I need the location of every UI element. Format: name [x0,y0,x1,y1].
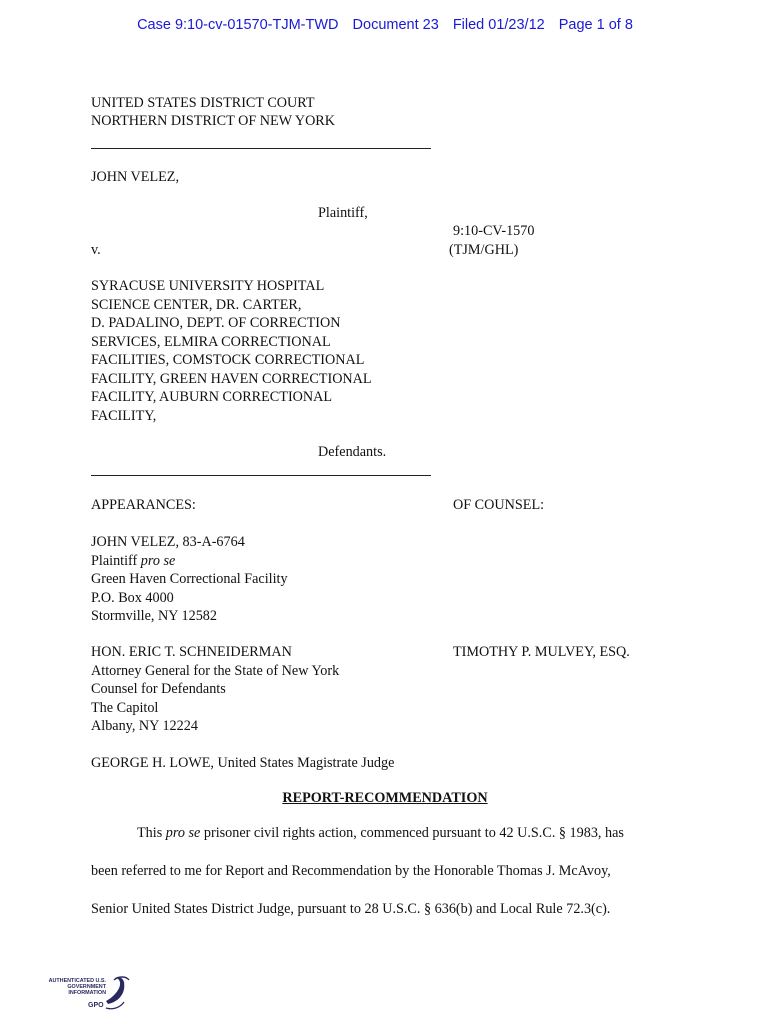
plaintiff-appearance-name: JOHN VELEZ, 83-A-6764 [91,534,245,550]
caption-divider-bottom [91,475,431,476]
magistrate-judge: GEORGE H. LOWE, United States Magistrate Judge [91,755,395,771]
defendant-line: D. PADALINO, DEPT. OF CORRECTION [91,315,341,331]
defense-address-line: The Capitol [91,699,159,716]
court-name-line1: UNITED STATES DISTRICT COURT [91,95,315,111]
defendant-line: SYRACUSE UNIVERSITY HOSPITAL [91,278,325,294]
seal-text: AUTHENTICATED U.S. GOVERNMENT INFORMATION [48,978,106,997]
body-line-2: been referred to me for Report and Recommendation by the Honorable Thomas J. McAvoy, [91,863,611,879]
caption-divider-top [91,148,431,149]
defense-appearance-name: HON. ERIC T. SCHNEIDERMAN [91,644,292,660]
plaintiff-address-line: Stormville, NY 12582 [91,608,217,624]
of-counsel-heading: OF COUNSEL: [453,497,545,513]
defendant-line: SCIENCE CENTER, DR. CARTER, [91,296,302,313]
defense-counsel: TIMOTHY P. MULVEY, ESQ. [453,644,630,660]
body-line-3: Senior United States District Judge, pursuant to 28 U.S.C. § 636(b) and Local Rule 72.3(c). [91,901,611,917]
judge-initials: (TJM/GHL) [449,242,519,258]
seal-gpo-label: GPO [88,1002,104,1009]
defendant-line: SERVICES, ELMIRA CORRECTIONAL [91,333,331,350]
appearances-heading: APPEARANCES: [91,497,196,513]
defendants-role: Defendants. [318,444,387,460]
body-line-1: This pro se prisoner civil rights action, commenced pursuant to 42 U.S.C. § 1983, has [137,825,624,841]
defendant-line: FACILITIES, COMSTOCK CORRECTIONAL [91,352,365,368]
defense-address-line: Albany, NY 12224 [91,718,198,734]
document-number: Document 23 [352,17,439,33]
plaintiff-address-line: P.O. Box 4000 [91,589,174,606]
plaintiff-appearance-role: Plaintiff pro se [91,552,176,569]
defense-address-line: Counsel for Defendants [91,681,226,697]
defendant-line: FACILITY, GREEN HAVEN CORRECTIONAL [91,370,372,387]
case-header [0,17,770,33]
defendants-list [91,277,372,425]
defendant-line: FACILITY, AUBURN CORRECTIONAL [91,389,333,405]
case-number-header: Case 9:10-cv-01570-TJM-TWD [137,17,339,33]
plaintiff-appearance [91,533,288,626]
defendant-line: FACILITY, [91,407,157,424]
page-indicator: Page 1 of 8 [558,17,633,33]
versus: v. [91,242,101,258]
case-number: 9:10-CV-1570 [453,223,535,239]
court-name-line2: NORTHERN DISTRICT OF NEW YORK [91,113,336,129]
document-title: REPORT-RECOMMENDATION [282,790,488,806]
eagle-icon [102,974,132,1014]
gpo-authentication-seal [44,972,134,1016]
filed-date: Filed 01/23/12 [452,17,545,33]
plaintiff-address-line: Green Haven Correctional Facility [91,571,288,587]
plaintiff-role: Plaintiff, [318,205,368,221]
defense-appearance [91,643,339,736]
defense-address-line: Attorney General for the State of New York [91,662,340,679]
plaintiff-name: JOHN VELEZ, [91,169,180,185]
